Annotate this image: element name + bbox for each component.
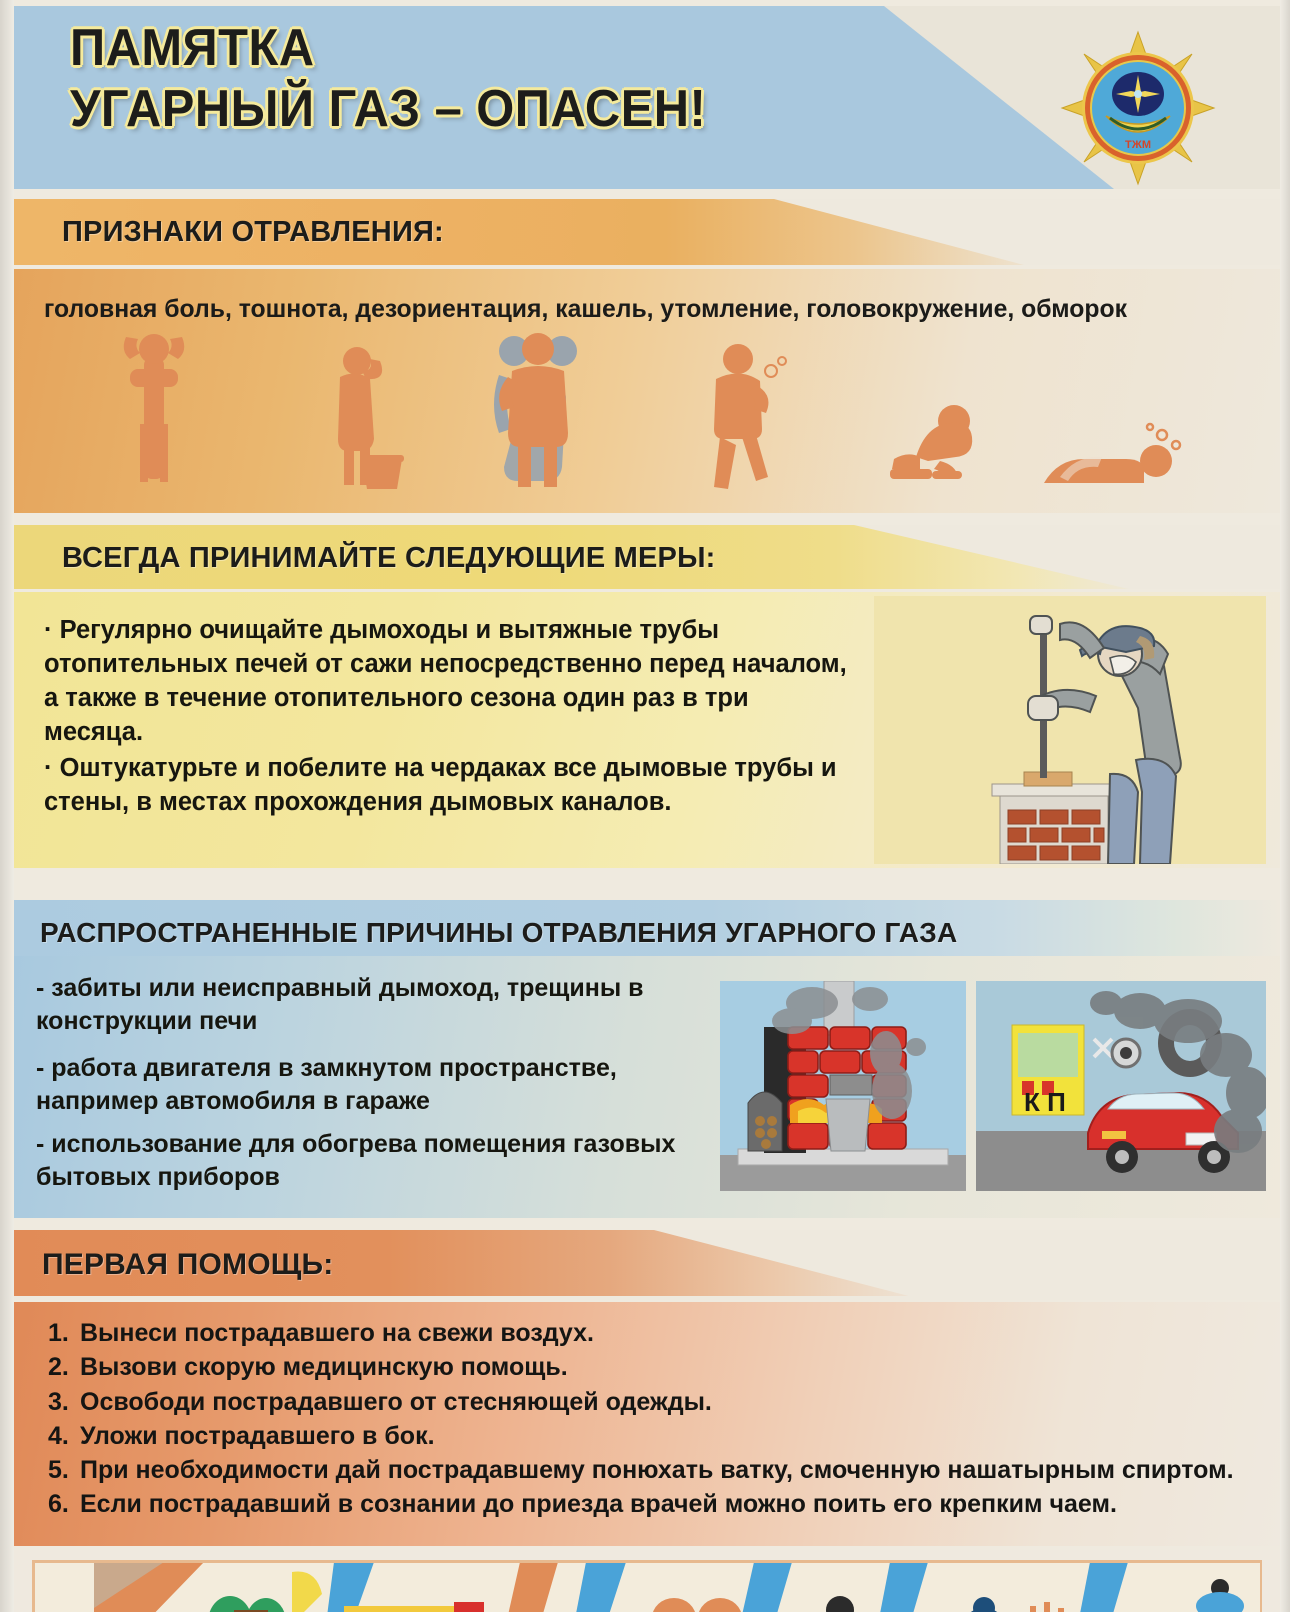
- fatigue-crawling-figure-icon: [890, 405, 972, 479]
- measures-section-body: [14, 592, 1280, 868]
- nausea-figure-with-bucket-icon: [338, 347, 404, 489]
- list-item: [48, 1385, 1263, 1419]
- disorientation-figure-icon: [494, 333, 577, 487]
- symptoms-section-body: [14, 269, 1280, 513]
- list-item: [48, 1453, 1263, 1487]
- measures-heading: ВСЕГДА ПРИНИМАЙТЕ СЛЕДУЮЩИЕ МЕРЫ:: [62, 542, 716, 574]
- step-number: 4.: [48, 1421, 69, 1450]
- step-number: 2.: [48, 1353, 69, 1382]
- step-number: 3.: [48, 1387, 69, 1416]
- step-number: 6.: [48, 1490, 69, 1519]
- svg-text:ТЖМ: ТЖМ: [1124, 139, 1152, 151]
- first-aid-heading: ПЕРВАЯ ПОМОЩЬ:: [42, 1248, 334, 1281]
- chimney-sweep-illustration: [874, 596, 1266, 864]
- bottom-illustration-strip: [14, 1550, 1280, 1612]
- smoking-brick-stove-illustration: [720, 981, 966, 1191]
- causes-item-3: - использование для обогрева помещения газовых бытовых приборов: [36, 1130, 676, 1191]
- title-line-1: ПАМЯТКА: [70, 19, 315, 77]
- step-text: Если пострадавший в сознании до приезда врачей можно поить его крепким чаем.: [80, 1490, 1117, 1519]
- page-title: [70, 18, 747, 140]
- step-number: 1.: [48, 1319, 69, 1347]
- symptom-pictogram-row: [14, 329, 1280, 509]
- list-item: [48, 1350, 1263, 1384]
- first-aid-step-list: [48, 1316, 1263, 1522]
- list-item: [48, 1316, 1263, 1350]
- measures-section-header: [14, 525, 1280, 589]
- measures-item-1: · Регулярно очищайте дымоходы и вытяжные трубы отопительных печей от сажи непосредственно перед началом, а также в течение отопительного сезона один раз в три месяца.: [44, 616, 847, 746]
- list-item: [48, 1419, 1263, 1453]
- partially-visible-illustration-band: [32, 1560, 1262, 1612]
- car-exhaust-in-garage-illustration: [976, 981, 1266, 1191]
- causes-item-1: - забиты или неисправный дымоход, трещины в конструкции печи: [36, 974, 644, 1035]
- list-item: [48, 1487, 1263, 1521]
- first-aid-section-header: [14, 1230, 1280, 1300]
- poster-header: [14, 6, 1280, 189]
- causes-item-2: - работа двигателя в замкнутом пространстве, например автомобиля в гараже: [36, 1054, 617, 1115]
- causes-heading: РАСПРОСТРАНЕННЫЕ ПРИЧИНЫ ОТРАВЛЕНИЯ УГАРНОГО ГАЗА: [40, 917, 958, 948]
- symptoms-text: головная боль, тошнота, дезориентация, кашель, утомление, головокружение, обморок: [44, 295, 1127, 323]
- page-right-gutter: [1280, 0, 1290, 1612]
- symptoms-heading: ПРИЗНАКИ ОТРАВЛЕНИЯ:: [62, 216, 444, 248]
- fainting-lying-figure-icon: [1044, 424, 1180, 483]
- step-number: 5.: [48, 1456, 69, 1484]
- causes-section-header: [14, 900, 1280, 956]
- kazakhstan-emergency-ministry-emblem-icon: [1058, 28, 1218, 188]
- title-line-2: УГАРНЫЙ ГАЗ – ОПАСЕН!: [70, 79, 707, 138]
- svg-text:К П: К П: [1024, 1087, 1066, 1117]
- step-text: Вынеси пострадавшего на свежи воздух.: [80, 1319, 594, 1347]
- page-left-gutter: [0, 0, 14, 1612]
- causes-section-body: [14, 956, 1280, 1218]
- symptoms-section-header: [14, 199, 1280, 265]
- measures-item-2: · Оштукатурьте и побелите на чердаках все дымовые трубы и стены, в местах прохождения дымовых каналов.: [44, 754, 837, 816]
- poster-sheet: [14, 0, 1280, 1612]
- step-text: При необходимости дай пострадавшему понюхать ватку, смоченную нашатырным спиртом.: [80, 1456, 1234, 1484]
- first-aid-section-body: [14, 1302, 1280, 1546]
- step-text: Уложи пострадавшего в бок.: [80, 1421, 435, 1450]
- step-text: Вызови скорую медицинскую помощь.: [80, 1353, 568, 1382]
- step-text: Освободи пострадавшего от стесняющей одежды.: [80, 1387, 712, 1416]
- headache-figure-icon: [124, 334, 185, 482]
- cough-figure-icon: [714, 344, 786, 489]
